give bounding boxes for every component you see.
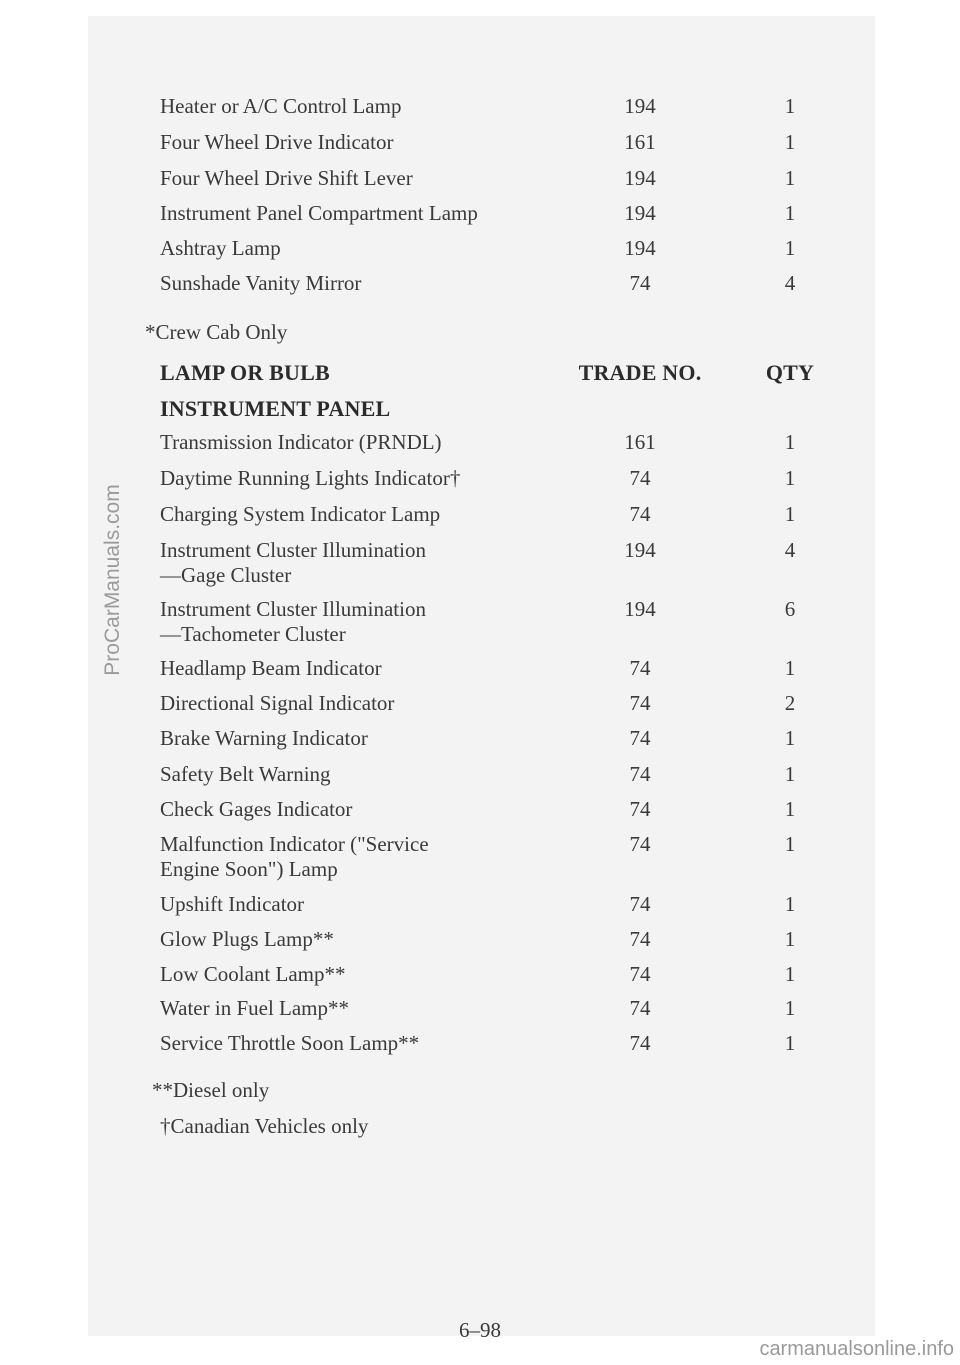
column-header-qty: QTY [765,360,815,385]
lamp-name-line: Four Wheel Drive Indicator [160,130,394,154]
quantity: 1 [784,166,796,190]
trade-number: 194 [624,236,656,260]
quantity: 1 [784,832,796,856]
lamp-name-line: Headlamp Beam Indicator [160,656,382,680]
trade-number: 74 [629,962,651,986]
trade-number: 74 [629,927,651,951]
trade-number: 74 [629,691,651,715]
trade-number: 74 [629,797,651,821]
lamp-name-line-2: —Tachometer Cluster [160,622,346,646]
page-number: 6–98 [459,1318,501,1342]
lamp-name [160,502,540,527]
section-heading: INSTRUMENT PANEL [160,396,391,421]
lamp-name-line: Instrument Cluster Illumination [160,538,426,562]
lamp-name-line: Instrument Cluster Illumination [160,597,426,621]
trade-number: 74 [629,502,651,526]
lamp-name-line: Service Throttle Soon Lamp** [160,1031,420,1055]
trade-number: 74 [629,832,651,856]
side-watermark: ProCarManuals.com [101,484,124,676]
lamp-name-line: Daytime Running Lights Indicator† [160,466,461,490]
lamp-name [160,201,540,226]
quantity: 1 [784,236,796,260]
lamp-name [160,892,540,917]
column-header-trade: TRADE NO. [578,360,702,385]
quantity: 1 [784,996,796,1020]
quantity: 4 [784,538,796,562]
column-header-lamp: LAMP OR BULB [160,360,330,385]
quantity: 1 [784,962,796,986]
lamp-name-line: Charging System Indicator Lamp [160,502,441,526]
lamp-name [160,271,540,296]
lamp-name [160,466,540,491]
quantity: 4 [784,271,796,295]
quantity: 1 [784,1031,796,1055]
lamp-name [160,927,540,952]
crew-cab-note: *Crew Cab Only [145,320,288,344]
trade-number: 194 [624,94,656,118]
trade-number: 74 [629,996,651,1020]
lamp-name-line: Low Coolant Lamp** [160,962,346,986]
lamp-name [160,762,540,787]
trade-number: 161 [624,430,656,454]
lamp-name-line: Brake Warning Indicator [160,726,368,750]
lamp-name [160,797,540,822]
trade-number: 194 [624,597,656,621]
footer-watermark: carmanualsonline.info [759,1338,954,1360]
lamp-name [160,538,540,588]
trade-number: 194 [624,166,656,190]
lamp-name [160,962,540,987]
quantity: 1 [784,94,796,118]
lamp-name [160,94,540,119]
lamp-name [160,130,540,155]
lamp-name [160,691,540,716]
quantity: 1 [784,726,796,750]
lamp-name [160,656,540,681]
quantity: 6 [784,597,796,621]
lamp-name-line: Four Wheel Drive Shift Lever [160,166,413,190]
lamp-name [160,166,540,191]
quantity: 1 [784,762,796,786]
quantity: 1 [784,466,796,490]
lamp-name-line-2: —Gage Cluster [160,563,292,587]
lamp-name-line: Check Gages Indicator [160,797,353,821]
lamp-name [160,726,540,751]
lamp-name-line: Glow Plugs Lamp** [160,927,334,951]
lamp-name-line: Heater or A/C Control Lamp [160,94,402,118]
trade-number: 74 [629,466,651,490]
quantity: 1 [784,892,796,916]
trade-number: 74 [629,726,651,750]
quantity: 1 [784,201,796,225]
quantity: 1 [784,927,796,951]
trade-number: 194 [624,538,656,562]
trade-number: 74 [629,271,651,295]
trade-number: 74 [629,762,651,786]
quantity: 1 [784,430,796,454]
lamp-name [160,236,540,261]
lamp-name [160,597,540,647]
lamp-name-line: Ashtray Lamp [160,236,281,260]
trade-number: 161 [624,130,656,154]
lamp-name-line: Malfunction Indicator ("Service [160,832,429,856]
lamp-name [160,996,540,1021]
diesel-note: **Diesel only [152,1078,270,1102]
quantity: 1 [784,656,796,680]
lamp-name-line: Directional Signal Indicator [160,691,395,715]
lamp-name-line: Transmission Indicator (PRNDL) [160,430,442,454]
trade-number: 74 [629,656,651,680]
lamp-name [160,430,540,455]
lamp-name [160,1031,540,1056]
lamp-name [160,832,540,882]
trade-number: 74 [629,1031,651,1055]
quantity: 1 [784,797,796,821]
quantity: 2 [784,691,796,715]
trade-number: 74 [629,892,651,916]
lamp-name-line: Instrument Panel Compartment Lamp [160,201,478,225]
quantity: 1 [784,130,796,154]
lamp-name-line: Sunshade Vanity Mirror [160,271,362,295]
canadian-note: †Canadian Vehicles only [160,1114,369,1138]
trade-number: 194 [624,201,656,225]
lamp-name-line: Water in Fuel Lamp** [160,996,350,1020]
lamp-name-line: Upshift Indicator [160,892,305,916]
quantity: 1 [784,502,796,526]
lamp-name-line-2: Engine Soon") Lamp [160,857,338,881]
lamp-name-line: Safety Belt Warning [160,762,331,786]
